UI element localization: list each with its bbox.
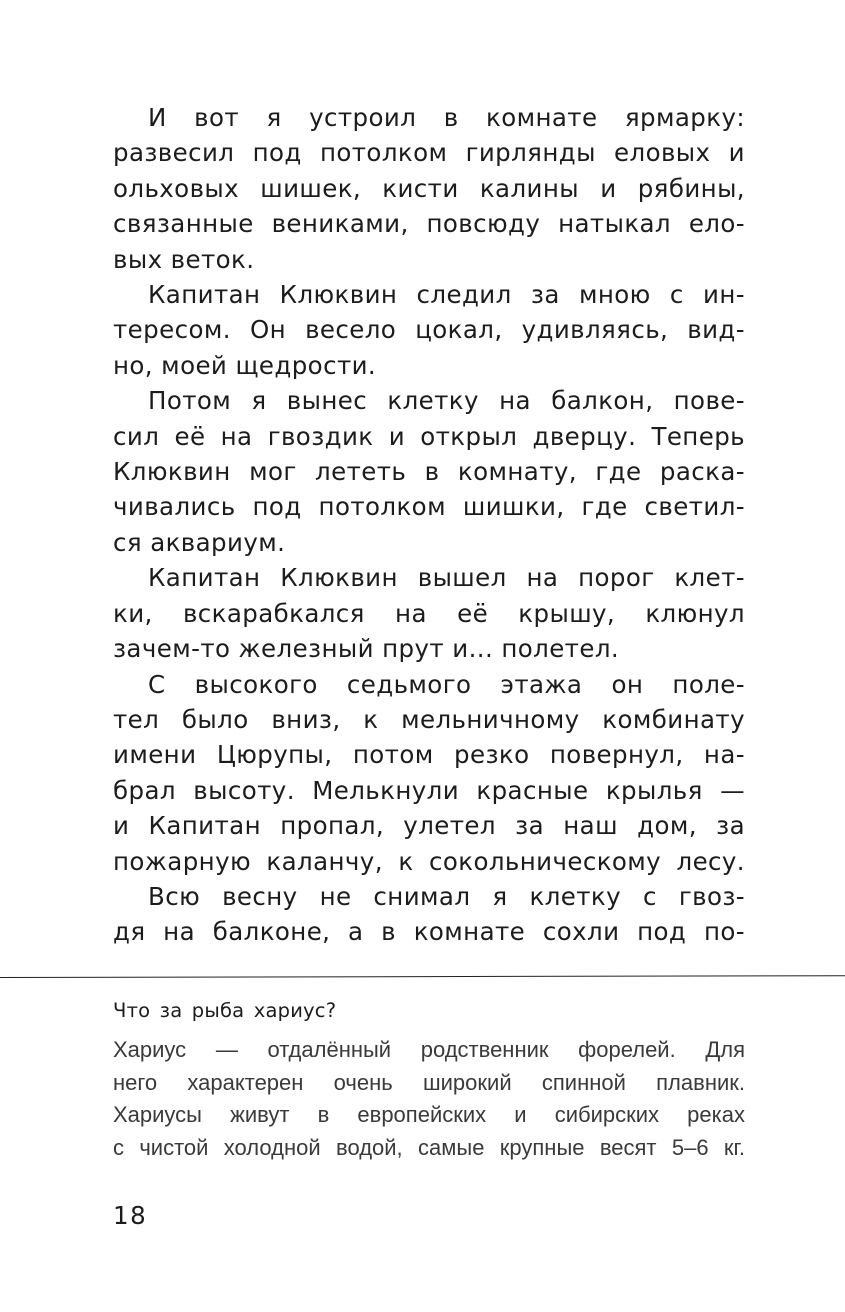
text-line: связанные вениками, повсюду натыкал ело- bbox=[113, 209, 745, 239]
text-line: ольховых шишек, кисти калины и рябины, bbox=[113, 173, 745, 203]
text-line: вых веток. bbox=[113, 244, 255, 274]
text-line: С высокого седьмого этажа он поле- bbox=[148, 669, 745, 699]
text-line: сил её на гвоздик и открыл дверцу. Теперь bbox=[113, 421, 745, 451]
text-line: И вот я устроил в комнате ярмарку: bbox=[148, 103, 745, 132]
footnote-divider bbox=[0, 975, 845, 978]
text-line: Потом я вынес клетку на балкон, пове- bbox=[148, 386, 745, 416]
fact-box-title: Что за рыба хариус? bbox=[113, 999, 337, 1022]
fact-box-line: с чистой холодной водой, самые крупные весят 5–6 кг. bbox=[113, 1134, 745, 1160]
text-line: тел было вниз, к мельничному комбинату bbox=[113, 704, 745, 734]
text-line: тересом. Он весело цокал, удивляясь, вид- bbox=[113, 315, 745, 345]
text-line: развесил под потолком гирлянды еловых и bbox=[113, 138, 745, 168]
main-text bbox=[113, 100, 745, 950]
text-line: имени Цюрупы, потом резко повернул, на- bbox=[113, 740, 745, 770]
text-line: Капитан Клюквин вышел на порог клет- bbox=[148, 563, 745, 593]
text-line: дя на балконе, а в комнате сохли под по- bbox=[113, 917, 745, 947]
text-line: ки, вскарабкался на её крышу, клюнул bbox=[113, 598, 745, 628]
text-line: Капитан Клюквин следил за мною с ин- bbox=[148, 280, 745, 310]
fact-box-body bbox=[113, 1034, 745, 1164]
text-line: ся аквариум. bbox=[113, 527, 286, 557]
text-line: пожарную каланчу, к сокольническому лесу. bbox=[113, 846, 745, 876]
text-line: брал высоту. Мелькнули красные крылья — bbox=[113, 775, 745, 805]
text-line: и Капитан пропал, улетел за наш дом, за bbox=[113, 811, 745, 841]
text-line: чивались под потолком шишки, где светил- bbox=[113, 492, 745, 522]
text-line: но, моей щедрости. bbox=[113, 350, 377, 380]
text-line: зачем-то железный прут и... полетел. bbox=[113, 634, 620, 664]
fact-box-line: него характерен очень широкий спинной плавник. bbox=[113, 1069, 745, 1095]
fact-box-line: Хариус — отдалённый родственник форелей. Для bbox=[113, 1037, 745, 1062]
text-line: Клюквин мог лететь в комнату, где раска- bbox=[113, 457, 745, 487]
fact-box bbox=[113, 996, 745, 1164]
page-number: 18 bbox=[113, 1201, 148, 1230]
fact-box-line: Хариусы живут в европейских и сибирских реках bbox=[113, 1102, 745, 1128]
text-line: Всю весну не снимал я клетку с гвоз- bbox=[148, 881, 745, 911]
